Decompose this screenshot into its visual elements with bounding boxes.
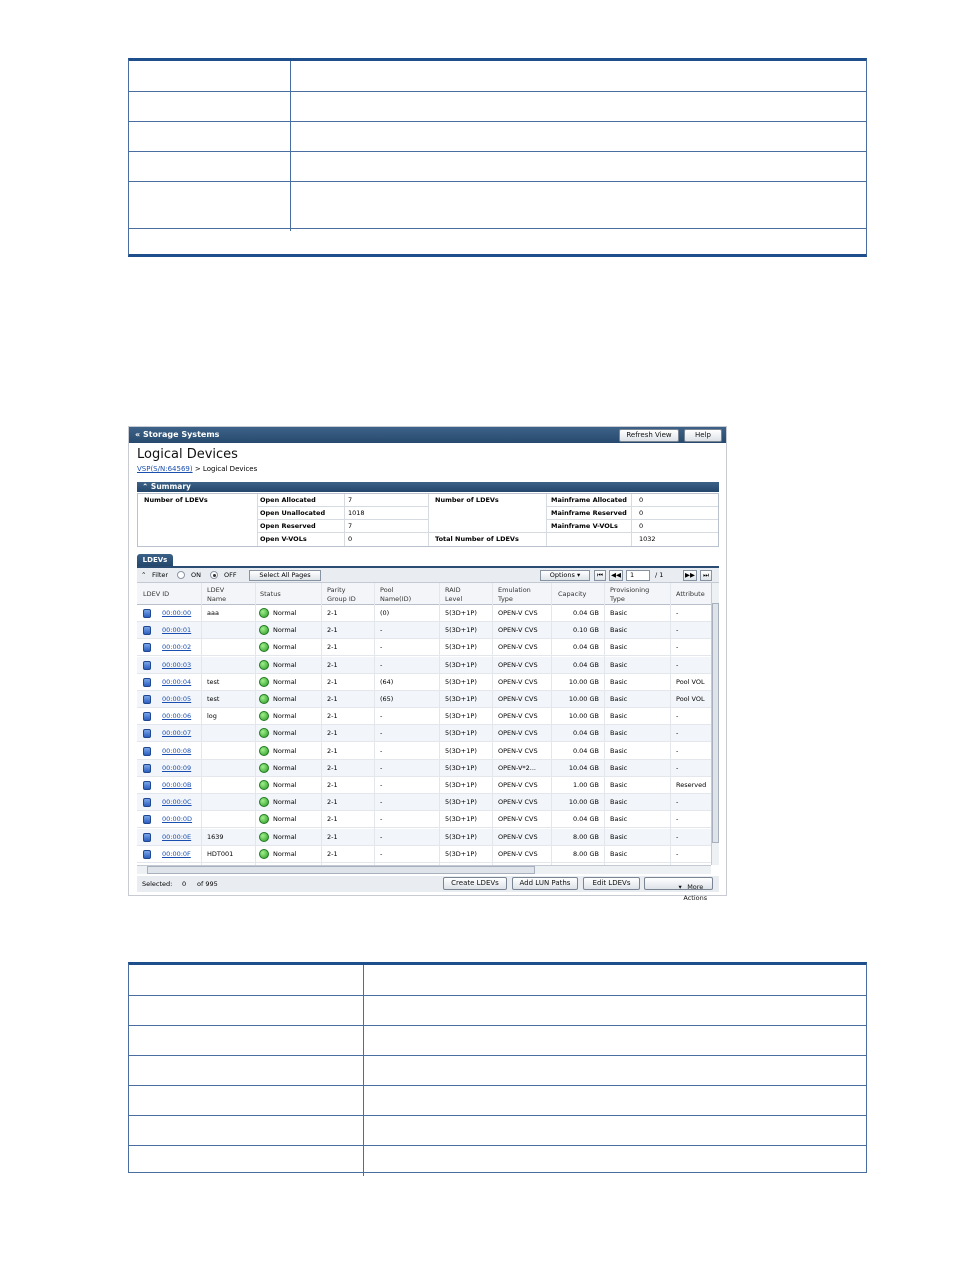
doc-table-top	[128, 58, 867, 257]
capacity-cell: 10.04 GB	[568, 763, 599, 772]
mf-vvols-label: Mainframe V-VOLs	[551, 522, 618, 530]
provisioning-type-cell: Basic	[610, 626, 628, 635]
pool-name-cell: (65)	[380, 695, 394, 703]
breadcrumb-system-link[interactable]: VSP(S/N:64569)	[137, 465, 193, 473]
emulation-type-cell: OPEN-V CVS	[498, 729, 538, 738]
emulation-type-cell: OPEN-V CVS	[498, 695, 538, 703]
status-normal-icon	[259, 660, 269, 670]
page-total: / 1	[655, 571, 664, 579]
parity-group-cell: 2-1	[327, 763, 338, 772]
ldev-icon	[143, 833, 151, 842]
status-cell: Normal	[273, 849, 297, 858]
attribute-cell: -	[676, 832, 679, 841]
status-cell: Normal	[273, 643, 297, 652]
raid-level-cell: 5(3D+1P)	[445, 763, 477, 772]
table-row[interactable]	[137, 674, 711, 691]
status-normal-icon	[259, 797, 269, 807]
parity-group-cell: 2-1	[327, 677, 338, 686]
ldev-id-link[interactable]: 00:00:06	[162, 712, 192, 721]
mf-vvols-value: 0	[639, 522, 644, 530]
status-normal-icon	[259, 849, 269, 859]
edit-ldevs-button[interactable]: Edit LDEVs	[583, 877, 640, 890]
capacity-cell: 0.04 GB	[572, 643, 599, 652]
ldev-icon	[143, 815, 151, 824]
col-provisioning-type[interactable]: Provisioning Type	[610, 586, 650, 603]
capacity-cell: 0.04 GB	[572, 660, 599, 669]
provisioning-type-cell: Basic	[610, 643, 628, 652]
status-normal-icon	[259, 746, 269, 756]
status-normal-icon	[259, 780, 269, 790]
status-cell: Normal	[273, 832, 297, 841]
pool-name-cell: -	[380, 712, 383, 721]
create-ldevs-button[interactable]: Create LDEVs	[443, 877, 507, 890]
ldev-id-link[interactable]: 00:00:00	[162, 609, 192, 617]
capacity-cell: 10.00 GB	[568, 798, 599, 807]
raid-level-cell: 5(3D+1P)	[445, 781, 477, 789]
col-ldev-name[interactable]: LDEV Name	[207, 586, 227, 603]
emulation-type-cell: OPEN-V CVS	[498, 626, 538, 635]
table-row[interactable]	[137, 760, 711, 777]
emulation-type-cell: OPEN-V CVS	[498, 677, 538, 686]
ldev-icon	[143, 678, 151, 687]
status-cell: Normal	[273, 781, 297, 789]
ldev-icon	[143, 609, 151, 618]
status-cell: Normal	[273, 626, 297, 635]
attribute-cell: Pool VOL	[676, 695, 705, 703]
pool-name-cell: (64)	[380, 677, 394, 686]
table-row[interactable]	[137, 777, 711, 794]
status-cell: Normal	[273, 609, 297, 617]
vertical-scroll-thumb[interactable]	[712, 603, 719, 843]
raid-level-cell: 5(3D+1P)	[445, 643, 477, 652]
provisioning-type-cell: Basic	[610, 815, 628, 824]
col-parity-group[interactable]: Parity Group ID	[327, 586, 356, 603]
table-header	[137, 583, 711, 605]
emulation-type-cell: OPEN-V CVS	[498, 746, 538, 755]
parity-group-cell: 2-1	[327, 660, 338, 669]
capacity-cell: 1.00 GB	[572, 781, 599, 789]
chevron-down-icon: ▾	[576, 571, 581, 579]
emulation-type-cell: OPEN-V*2...	[498, 763, 537, 772]
nav-title[interactable]: Storage Systems	[142, 430, 220, 439]
provisioning-type-cell: Basic	[610, 781, 628, 789]
ldev-id-link[interactable]: 00:00:0E	[162, 832, 192, 841]
ldev-name-cell: test	[207, 677, 220, 686]
provisioning-type-cell: Basic	[610, 695, 628, 703]
col-raid-level[interactable]: RAID Level	[445, 586, 463, 603]
emulation-type-cell: OPEN-V CVS	[498, 643, 538, 652]
refresh-view-button[interactable]: Refresh View	[619, 429, 679, 442]
select-all-pages-button[interactable]: Select All Pages	[249, 570, 321, 581]
status-cell: Normal	[273, 746, 297, 755]
add-lun-paths-button[interactable]: Add LUN Paths	[512, 877, 578, 890]
ldev-icon	[143, 747, 151, 756]
open-unallocated-label: Open Unallocated	[260, 509, 326, 517]
storage-navigator-window	[128, 426, 727, 902]
tab-ldevs[interactable]: LDEVs	[137, 554, 173, 566]
attribute-cell: -	[676, 609, 679, 617]
double-chevron-up-icon: ⌃	[142, 482, 149, 491]
attribute-cell: Pool VOL	[676, 677, 705, 686]
provisioning-type-cell: Basic	[610, 677, 628, 686]
status-normal-icon	[259, 608, 269, 618]
table-row[interactable]	[137, 657, 711, 674]
table-row[interactable]	[137, 725, 711, 742]
pool-name-cell: -	[380, 746, 383, 755]
emulation-type-cell: OPEN-V CVS	[498, 781, 538, 789]
emulation-type-cell: OPEN-V CVS	[498, 832, 538, 841]
emulation-type-cell: OPEN-V CVS	[498, 815, 538, 824]
ldev-id-link[interactable]: 00:00:04	[162, 677, 192, 686]
parity-group-cell: 2-1	[327, 609, 338, 617]
open-vvols-label: Open V-VOLs	[260, 535, 307, 543]
attribute-cell: -	[676, 660, 679, 669]
ldev-name-cell: aaa	[207, 609, 219, 617]
options-dropdown[interactable]: Options ▾	[540, 570, 590, 581]
ldev-icon	[143, 626, 151, 635]
ldev-icon	[143, 798, 151, 807]
chevron-down-icon: ▾	[678, 883, 682, 891]
attribute-cell: -	[676, 626, 679, 635]
col-capacity[interactable]: Capacity	[558, 590, 587, 598]
table-row[interactable]	[137, 605, 711, 622]
table-row[interactable]	[137, 622, 711, 639]
provisioning-type-cell: Basic	[610, 712, 628, 721]
ldev-icon	[143, 661, 151, 670]
capacity-cell: 0.04 GB	[572, 815, 599, 824]
attribute-cell: -	[676, 763, 679, 772]
summary-header[interactable]: ⌃ Summary	[137, 482, 719, 492]
emulation-type-cell: OPEN-V CVS	[498, 798, 538, 807]
status-normal-icon	[259, 677, 269, 687]
page-number-input[interactable]: 1	[626, 570, 650, 581]
last-page-button[interactable]: ⏭	[700, 570, 712, 581]
summary-panel	[137, 493, 719, 547]
status-cell: Normal	[273, 815, 297, 824]
table-row[interactable]	[137, 691, 711, 708]
ldev-id-link[interactable]: 00:00:0C	[162, 798, 192, 807]
attribute-cell: -	[676, 712, 679, 721]
ldev-icon	[143, 695, 151, 704]
parity-group-cell: 2-1	[327, 626, 338, 635]
summary-open-label: Number of LDEVs	[144, 496, 208, 504]
filter-on-label: ON	[191, 571, 201, 579]
status-normal-icon	[259, 763, 269, 773]
raid-level-cell: 5(3D+1P)	[445, 746, 477, 755]
status-cell: Normal	[273, 798, 297, 807]
status-normal-icon	[259, 728, 269, 738]
attribute-cell: -	[676, 643, 679, 652]
pool-name-cell: -	[380, 849, 383, 858]
attribute-cell: -	[676, 746, 679, 755]
ldev-name-cell: test	[207, 695, 220, 703]
selected-label: Selected:	[142, 880, 173, 888]
provisioning-type-cell: Basic	[610, 746, 628, 755]
breadcrumb	[137, 465, 257, 473]
pool-name-cell: -	[380, 626, 383, 635]
status-cell: Normal	[273, 729, 297, 738]
raid-level-cell: 5(3D+1P)	[445, 677, 477, 686]
attribute-cell: -	[676, 729, 679, 738]
ldev-id-link[interactable]: 00:00:01	[162, 626, 192, 635]
help-button[interactable]: Help	[684, 429, 722, 442]
ldev-id-link[interactable]: 00:00:0B	[162, 781, 192, 789]
parity-group-cell: 2-1	[327, 643, 338, 652]
capacity-cell: 10.00 GB	[568, 712, 599, 721]
status-cell: Normal	[273, 695, 297, 703]
parity-group-cell: 2-1	[327, 798, 338, 807]
capacity-cell: 10.00 GB	[568, 695, 599, 703]
ldev-id-link[interactable]: 00:00:09	[162, 763, 192, 772]
status-cell: Normal	[273, 712, 297, 721]
table-footer	[137, 876, 719, 902]
ldev-id-link[interactable]: 00:00:08	[162, 746, 192, 755]
filter-label: Filter	[152, 571, 169, 579]
pool-name-cell: -	[380, 643, 383, 652]
mf-allocated-label: Mainframe Allocated	[551, 496, 627, 504]
ldev-id-link[interactable]: 00:00:05	[162, 695, 192, 703]
ldev-icon	[143, 712, 151, 721]
col-status[interactable]: Status	[260, 590, 281, 598]
parity-group-cell: 2-1	[327, 781, 338, 789]
double-chevron-left-icon[interactable]: «	[135, 430, 141, 439]
open-allocated-value: 7	[348, 496, 353, 504]
raid-level-cell: 5(3D+1P)	[445, 609, 477, 617]
ldev-name-cell: HDT001	[207, 849, 234, 858]
table-row[interactable]	[137, 639, 711, 656]
ldev-toolbar	[137, 568, 719, 583]
attribute-cell: -	[676, 849, 679, 858]
pool-name-cell: -	[380, 660, 383, 669]
raid-level-cell: 5(3D+1P)	[445, 695, 477, 703]
page-title: Logical Devices	[137, 447, 238, 462]
status-normal-icon	[259, 694, 269, 704]
ldev-icon	[143, 729, 151, 738]
filter-off-radio[interactable]	[210, 571, 218, 579]
status-normal-icon	[259, 642, 269, 652]
capacity-cell: 8.00 GB	[572, 832, 599, 841]
parity-group-cell: 2-1	[327, 746, 338, 755]
table-row[interactable]	[137, 743, 711, 760]
more-actions-button[interactable]: More Actions ▾	[644, 877, 713, 890]
provisioning-type-cell: Basic	[610, 609, 628, 617]
parity-group-cell: 2-1	[327, 815, 338, 824]
breadcrumb-current: > Logical Devices	[194, 465, 258, 473]
raid-level-cell: 5(3D+1P)	[445, 712, 477, 721]
pool-name-cell: -	[380, 832, 383, 841]
open-reserved-label: Open Reserved	[260, 522, 316, 530]
capacity-cell: 0.10 GB	[572, 626, 599, 635]
pool-name-cell: -	[380, 815, 383, 824]
capacity-cell: 10.00 GB	[568, 677, 599, 686]
doc-table-bottom	[128, 962, 867, 1173]
pool-name-cell: -	[380, 763, 383, 772]
attribute-cell: -	[676, 798, 679, 807]
pool-name-cell: -	[380, 798, 383, 807]
emulation-type-cell: OPEN-V CVS	[498, 660, 538, 669]
open-allocated-label: Open Allocated	[260, 496, 316, 504]
horizontal-scroll-thumb[interactable]	[147, 866, 535, 874]
status-normal-icon	[259, 625, 269, 635]
parity-group-cell: 2-1	[327, 832, 338, 841]
status-cell: Normal	[273, 763, 297, 772]
ldev-icon	[143, 781, 151, 790]
total-count: of 995	[197, 880, 218, 888]
capacity-cell: 0.04 GB	[572, 729, 599, 738]
provisioning-type-cell: Basic	[610, 798, 628, 807]
ldev-icon	[143, 643, 151, 652]
open-unallocated-value: 1018	[348, 509, 365, 517]
status-cell: Normal	[273, 660, 297, 669]
provisioning-type-cell: Basic	[610, 729, 628, 738]
open-vvols-value: 0	[348, 535, 353, 543]
filter-off-label: OFF	[224, 571, 237, 579]
mf-allocated-value: 0	[639, 496, 644, 504]
table-row[interactable]	[137, 811, 711, 828]
ldev-id-link[interactable]: 00:00:03	[162, 660, 192, 669]
pool-name-cell: (0)	[380, 609, 390, 617]
capacity-cell: 0.04 GB	[572, 746, 599, 755]
total-ldevs-value: 1032	[639, 535, 656, 543]
status-normal-icon	[259, 814, 269, 824]
col-emulation-type[interactable]: Emulation Type	[498, 586, 531, 603]
pool-name-cell: -	[380, 729, 383, 738]
raid-level-cell: 5(3D+1P)	[445, 660, 477, 669]
prev-page-button[interactable]: ◀◀	[611, 571, 621, 579]
ldev-table	[137, 583, 711, 865]
col-ldev-id[interactable]: LDEV ID	[143, 590, 170, 598]
emulation-type-cell: OPEN-V CVS	[498, 609, 538, 617]
table-row[interactable]	[137, 708, 711, 725]
provisioning-type-cell: Basic	[610, 832, 628, 841]
attribute-cell: Reserved	[676, 781, 707, 789]
table-row[interactable]	[137, 829, 711, 846]
ldev-id-link[interactable]: 00:00:02	[162, 643, 192, 652]
emulation-type-cell: OPEN-V CVS	[498, 712, 538, 721]
total-ldevs-label: Total Number of LDEVs	[435, 535, 519, 543]
capacity-cell: 0.04 GB	[572, 609, 599, 617]
raid-level-cell: 5(3D+1P)	[445, 849, 477, 858]
table-row[interactable]	[137, 794, 711, 811]
ldev-name-cell: log	[207, 712, 217, 721]
ldev-name-cell: 1639	[207, 832, 224, 841]
status-cell: Normal	[273, 677, 297, 686]
table-row[interactable]	[137, 846, 711, 863]
mf-reserved-value: 0	[639, 509, 644, 517]
attribute-cell: -	[676, 815, 679, 824]
raid-level-cell: 5(3D+1P)	[445, 798, 477, 807]
col-attribute[interactable]: Attribute	[676, 590, 705, 598]
capacity-cell: 8.00 GB	[572, 849, 599, 858]
vertical-scrollbar[interactable]	[711, 583, 719, 865]
provisioning-type-cell: Basic	[610, 763, 628, 772]
ldev-icon	[143, 850, 151, 859]
provisioning-type-cell: Basic	[610, 660, 628, 669]
emulation-type-cell: OPEN-V CVS	[498, 849, 538, 858]
ldev-id-link[interactable]: 00:00:0F	[162, 849, 191, 858]
open-reserved-value: 7	[348, 522, 353, 530]
parity-group-cell: 2-1	[327, 729, 338, 738]
horizontal-scrollbar[interactable]	[137, 865, 711, 874]
first-page-button[interactable]: ⏮	[594, 570, 606, 581]
raid-level-cell: 5(3D+1P)	[445, 832, 477, 841]
raid-level-cell: 5(3D+1P)	[445, 815, 477, 824]
parity-group-cell: 2-1	[327, 849, 338, 858]
parity-group-cell: 2-1	[327, 712, 338, 721]
status-normal-icon	[259, 832, 269, 842]
status-normal-icon	[259, 711, 269, 721]
raid-level-cell: 5(3D+1P)	[445, 626, 477, 635]
mf-reserved-label: Mainframe Reserved	[551, 509, 627, 517]
ldev-id-link[interactable]: 00:00:07	[162, 729, 192, 738]
selected-count: 0	[182, 880, 187, 888]
col-pool-name[interactable]: Pool Name(ID)	[380, 586, 412, 603]
next-page-button[interactable]: ▶▶	[685, 571, 695, 579]
parity-group-cell: 2-1	[327, 695, 338, 703]
ldev-id-link[interactable]: 00:00:0D	[162, 815, 193, 824]
raid-level-cell: 5(3D+1P)	[445, 729, 477, 738]
provisioning-type-cell: Basic	[610, 849, 628, 858]
filter-on-radio[interactable]	[177, 571, 185, 579]
filter-chevron-icon[interactable]: ⌃	[141, 571, 147, 579]
summary-mf-label: Number of LDEVs	[435, 496, 499, 504]
ldev-icon	[143, 764, 151, 773]
pool-name-cell: -	[380, 781, 383, 789]
